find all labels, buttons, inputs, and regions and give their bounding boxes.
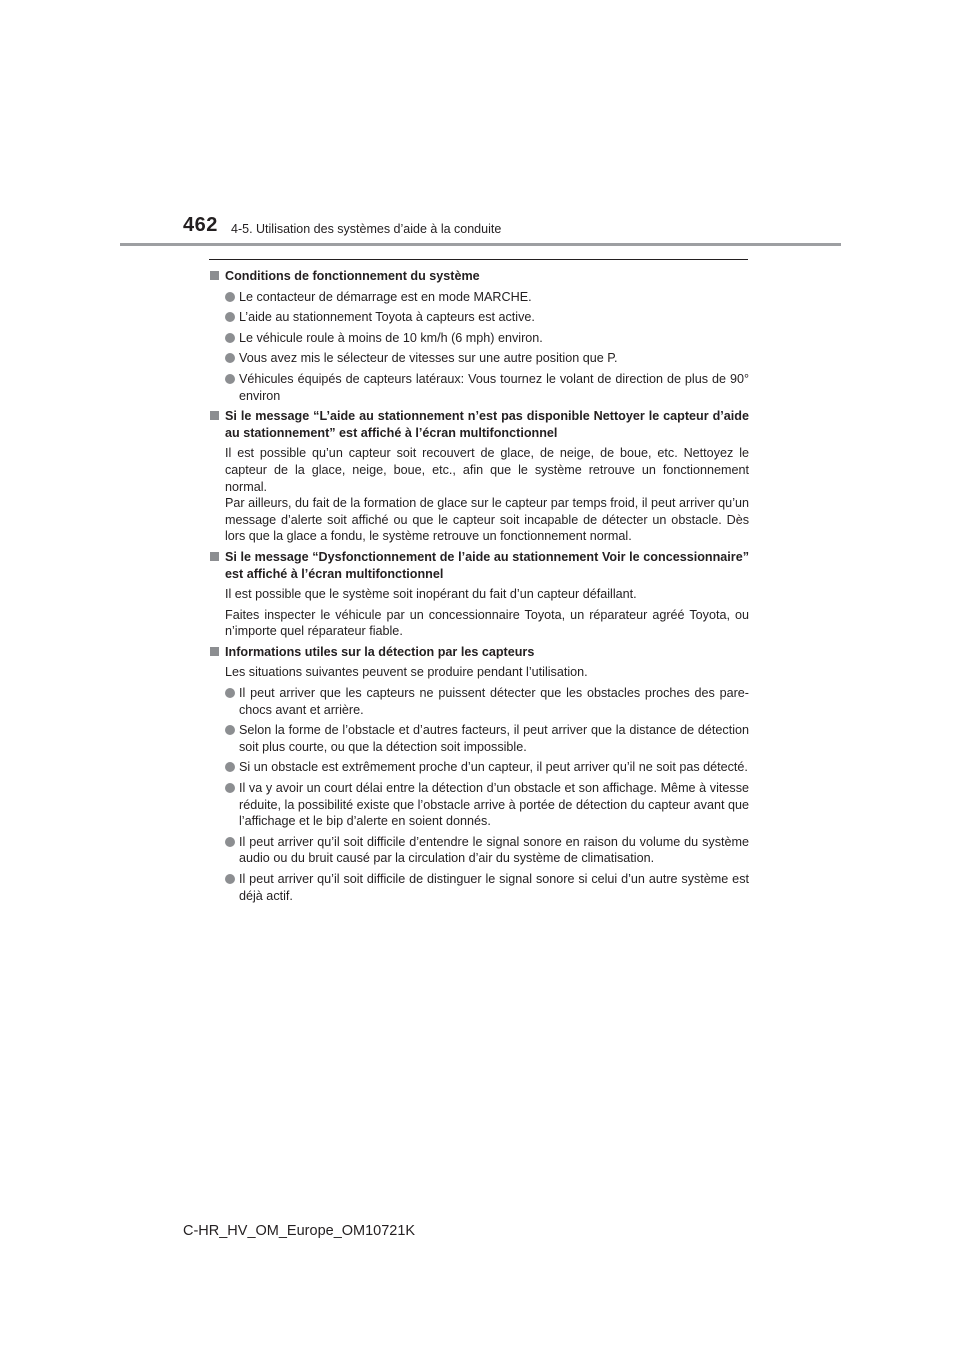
list-item-text: L’aide au stationnement Toyota à capteurs est active. — [239, 310, 535, 325]
circle-bullet-icon — [225, 762, 235, 772]
paragraph: Il est possible que le système soit inopérant du fait d’un capteur défaillant. — [225, 587, 637, 602]
section-title-malfunction — [209, 549, 749, 582]
circle-bullet-icon — [225, 333, 235, 343]
square-bullet-icon — [210, 411, 219, 420]
list-item — [209, 371, 749, 404]
circle-bullet-icon — [225, 725, 235, 735]
square-bullet-icon — [210, 271, 219, 280]
circle-bullet-icon — [225, 353, 235, 363]
list-item — [209, 330, 749, 347]
paragraph: Les situations suivantes peuvent se produire pendant l’utilisation. — [225, 665, 588, 680]
circle-bullet-icon — [225, 374, 235, 384]
list-item — [209, 834, 749, 867]
list-item-text: Le contacteur de démarrage est en mode MARCHE. — [239, 289, 532, 304]
square-bullet-icon — [210, 552, 219, 561]
page-number: 462 — [183, 214, 218, 236]
list-item-text: Il peut arriver qu’il soit difficile d’entendre le signal sonore en raison du volume du système audio ou du bruit causé par la circulation d’air du système de climatisation. — [239, 834, 749, 866]
circle-bullet-icon — [225, 783, 235, 793]
list-item — [209, 350, 749, 367]
paragraph: Par ailleurs, du fait de la formation de glace sur le capteur par temps froid, il peut arriver qu’un message d’alerte soit affiché ou que le capteur soit incapable de détecter un obstacle. Dès lors que la glace a fondu, le système retrouve un fonctionnement normal. — [225, 496, 749, 544]
list-item-text: Vous avez mis le sélecteur de vitesses sur une autre position que P. — [239, 351, 618, 366]
section-title-text: Conditions de fonctionnement du système — [225, 269, 480, 283]
list-item — [209, 759, 749, 776]
section-title-text: Si le message “Dysfonctionnement de l’aide au stationnement Voir le concessionnaire” est affiché à l’écran multifonctionnel — [225, 549, 749, 581]
page-content — [209, 268, 749, 908]
document-code: C-HR_HV_OM_Europe_OM10721K — [183, 1223, 416, 1239]
list-item-text: Si un obstacle est extrêmement proche d’un capteur, il peut arriver qu’il ne soit pas détecté. — [239, 760, 748, 775]
list-item — [209, 722, 749, 755]
chapter-title: 4-5. Utilisation des systèmes d’aide à la conduite — [231, 222, 502, 236]
section-title-conditions — [209, 268, 749, 285]
paragraph: Il est possible qu’un capteur soit recouvert de glace, de neige, de boue, etc. Nettoyez le capteur de la glace, neige, boue, etc., afin que le système retrouve un fonctionnement normal. — [225, 446, 749, 494]
list-item — [209, 685, 749, 718]
circle-bullet-icon — [225, 874, 235, 884]
list-item — [209, 780, 749, 830]
circle-bullet-icon — [225, 312, 235, 322]
list-item-text: Véhicules équipés de capteurs latéraux: Vous tournez le volant de direction de plus de 90° environ — [239, 371, 749, 403]
circle-bullet-icon — [225, 292, 235, 302]
list-item-text: Le véhicule roule à moins de 10 km/h (6 mph) environ. — [239, 330, 543, 345]
list-item — [209, 289, 749, 306]
section-title-text: Si le message “L’aide au stationnement n’est pas disponible Nettoyer le capteur d’aide au stationnement” est affiché à l’écran multifonctionnel — [225, 409, 749, 440]
circle-bullet-icon — [225, 688, 235, 698]
section-title-detection-info — [209, 644, 749, 661]
section-title-not-available — [209, 408, 749, 441]
paragraph: Faites inspecter le véhicule par un concessionnaire Toyota, un réparateur agréé Toyota, ou n’importe quel réparateur fiable. — [225, 607, 749, 639]
list-item-text: Il va y avoir un court délai entre la détection d’un obstacle et son affichage. Même à vitesse réduite, la possibilité existe que l’obstacle arrive à portée de détection du capteur avant que l’affichage et le bip d’alerte en soient donnés. — [239, 781, 749, 829]
list-item-text: Il peut arriver que les capteurs ne puissent détecter que les obstacles proches des pare-chocs avant et arrière. — [239, 686, 749, 717]
section-title-text: Informations utiles sur la détection par les capteurs — [225, 644, 535, 659]
list-item — [209, 309, 749, 326]
circle-bullet-icon — [225, 837, 235, 847]
header-divider — [120, 243, 841, 246]
list-item — [209, 871, 749, 904]
content-divider — [209, 259, 748, 260]
list-item-text: Selon la forme de l’obstacle et d’autres facteurs, il peut arriver que la distance de détection soit plus courte, ou que la détection soit impossible. — [239, 723, 749, 754]
square-bullet-icon — [210, 647, 219, 656]
list-item-text: Il peut arriver qu’il soit difficile de distinguer le signal sonore si celui d’un autre système est déjà actif. — [239, 872, 749, 903]
